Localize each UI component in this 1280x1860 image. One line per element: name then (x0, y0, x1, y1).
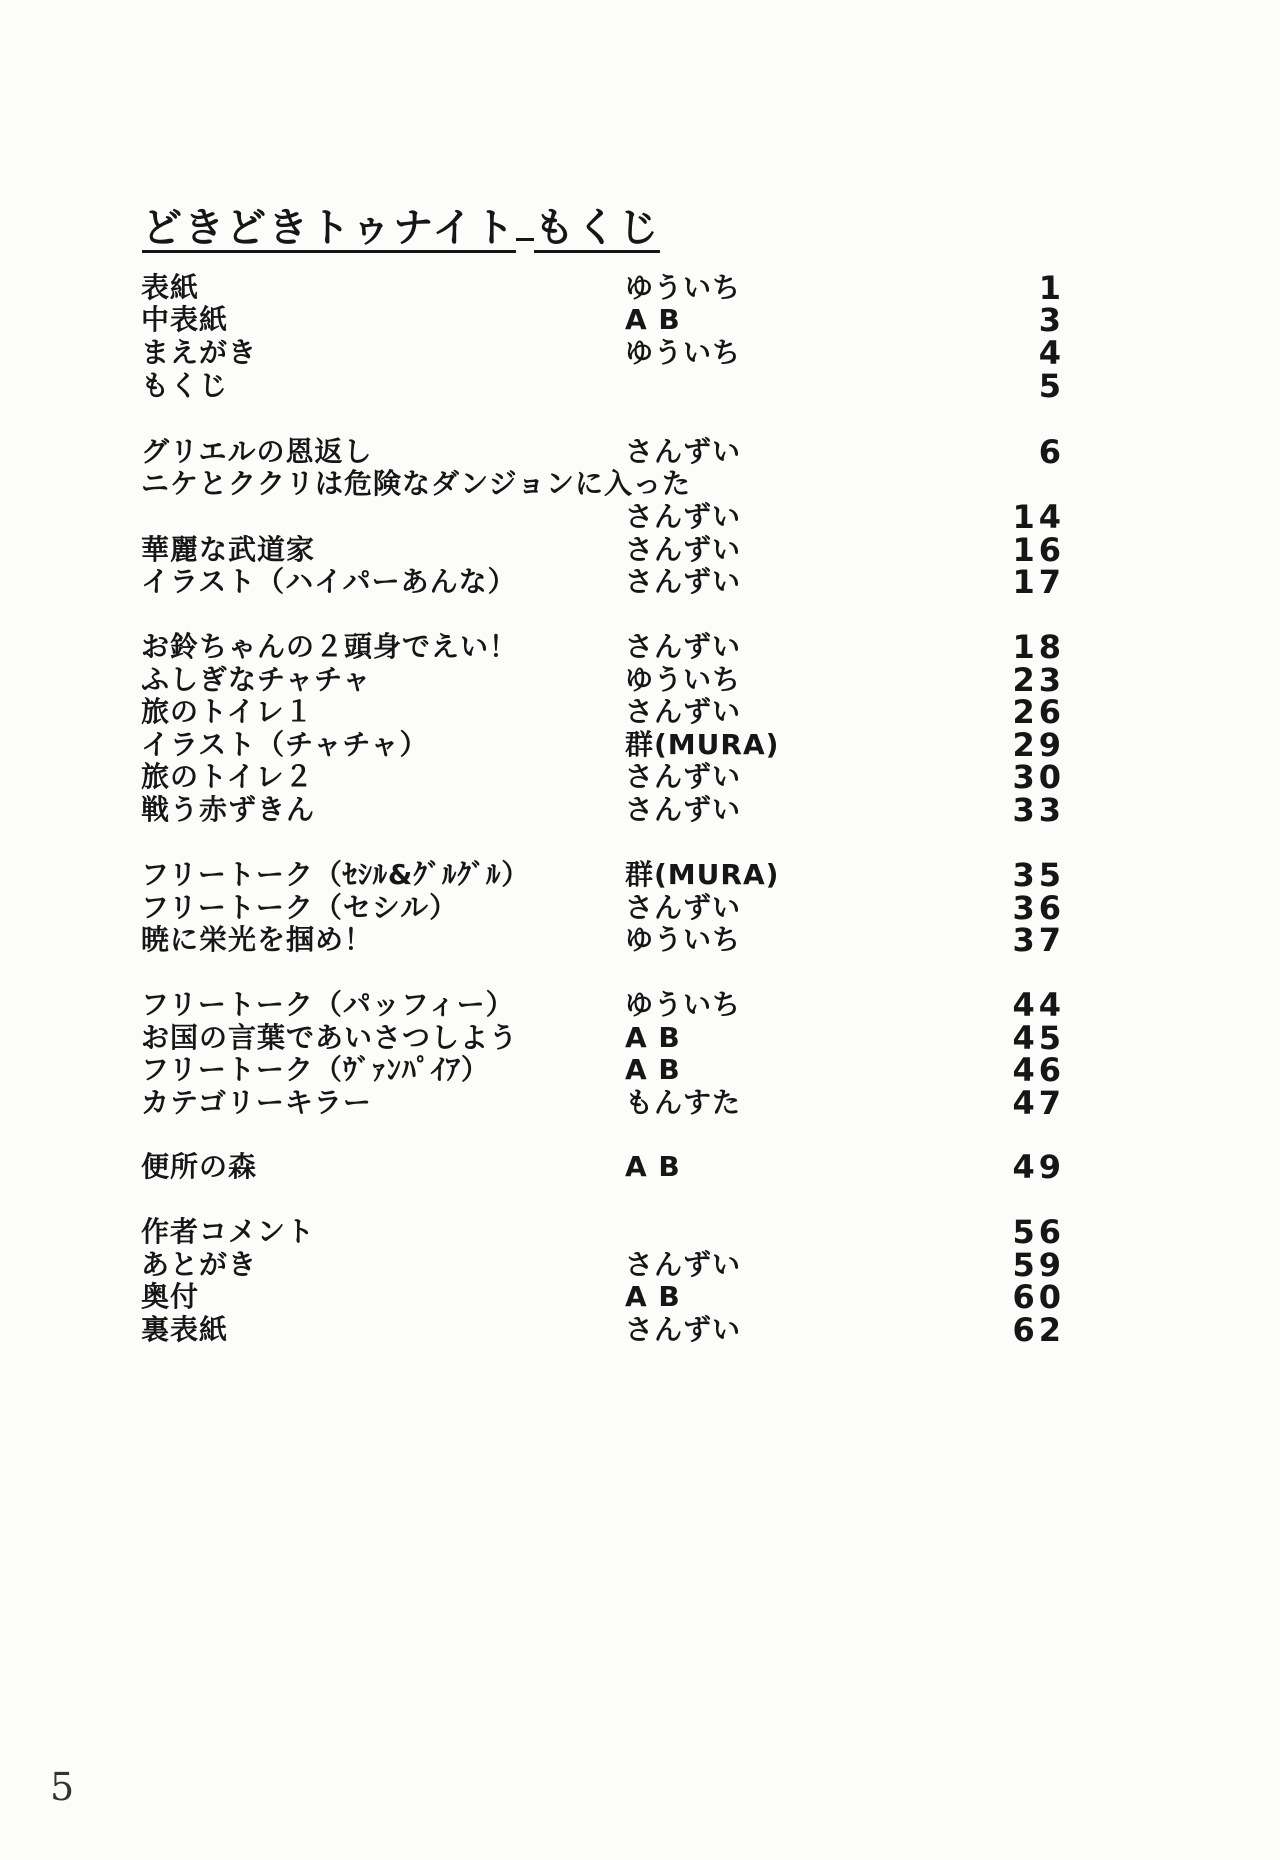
entry-title: お国の言葉であいさつしよう (141, 1021, 519, 1054)
entry-title: グリエルの恩返し (141, 435, 373, 468)
entry-page-number: 18 (1012, 628, 1065, 666)
entry-author: さんずい (625, 793, 742, 826)
entry-author: さんずい (625, 565, 742, 598)
entry-author: さんずい (625, 1313, 742, 1346)
toc-entry (0, 562, 1280, 602)
entry-author: さんずい (625, 760, 742, 793)
entry-page-number: 46 (1012, 1051, 1065, 1089)
entry-page-number: 26 (1012, 693, 1065, 731)
entry-author: さんずい (625, 695, 742, 728)
entry-page-number: 6 (1038, 433, 1065, 471)
toc-entry (0, 1310, 1280, 1350)
entry-author: さんずい (625, 630, 742, 663)
entry-author: 群(MURA) (625, 728, 780, 761)
entry-author: A B (625, 1053, 681, 1086)
entry-page-number: 47 (1012, 1084, 1065, 1122)
entry-title: もくじ (141, 369, 229, 402)
entry-page-number: 44 (1012, 986, 1065, 1024)
entry-title: イラスト（チャチャ） (141, 728, 429, 761)
entry-page-number: 4 (1038, 334, 1065, 372)
entry-author: さんずい (625, 435, 742, 468)
entry-page-number: 23 (1012, 661, 1065, 699)
entry-title: 戦う赤ずきん (141, 793, 316, 826)
entry-title: あとがき (141, 1248, 258, 1281)
entry-author: A B (625, 1021, 681, 1054)
entry-title: 裏表紙 (141, 1313, 229, 1346)
entry-page-number: 29 (1012, 726, 1065, 764)
entry-author: さんずい (625, 533, 742, 566)
entry-title: フリートーク（ｾｼﾙ&ｸﾞﾙｸﾞﾙ） (141, 858, 531, 891)
entry-title: 旅のトイレ１ (141, 695, 314, 728)
entry-title: 便所の森 (141, 1150, 258, 1183)
page-number: 5 (50, 1765, 75, 1809)
entry-page-number: 37 (1012, 921, 1065, 959)
entry-title: 華麗な武道家 (141, 533, 316, 566)
entry-title: フリートーク（ｳﾞｧﾝﾊﾟｲｱ） (141, 1053, 490, 1086)
entry-author: ゆういち (625, 988, 742, 1021)
entry-title: まえがき (141, 336, 258, 369)
entry-page-number: 45 (1012, 1019, 1065, 1057)
entry-page-number: 5 (1038, 367, 1065, 405)
toc-entry (0, 920, 1280, 960)
entry-author: ゆういち (625, 336, 742, 369)
toc-entry (0, 1083, 1280, 1123)
entry-page-number: 59 (1012, 1246, 1065, 1284)
entry-title: 暁に栄光を掴め！ (141, 923, 374, 956)
entry-title: 中表紙 (141, 303, 229, 336)
entry-author: もんすた (625, 1086, 742, 1119)
entry-page-number: 14 (1012, 498, 1065, 536)
entry-author: さんずい (625, 891, 742, 924)
entry-title: お鈴ちゃんの２頭身でえい！ (141, 630, 519, 663)
toc-entry (0, 366, 1280, 406)
entry-page-number: 35 (1012, 856, 1065, 894)
entry-title: ニケとククリは危険なダンジョンに入った (141, 467, 692, 500)
entry-author: さんずい (625, 1248, 742, 1281)
entry-page-number: 49 (1012, 1148, 1065, 1186)
entry-title: カテゴリーキラー (141, 1086, 372, 1119)
entry-page-number: 36 (1012, 889, 1065, 927)
entry-author: さんずい (625, 500, 742, 533)
entry-page-number: 30 (1012, 758, 1065, 796)
entry-page-number: 60 (1012, 1278, 1065, 1316)
entry-page-number: 56 (1012, 1213, 1065, 1251)
entry-title: 表紙 (141, 271, 200, 304)
entry-author: A B (625, 1150, 681, 1183)
entry-title: 奥付 (141, 1280, 200, 1313)
entry-page-number: 33 (1012, 791, 1065, 829)
title-main: どきどきトゥナイト (142, 205, 517, 251)
toc-entry (0, 790, 1280, 830)
entry-title: フリートーク（パッフィー） (141, 988, 515, 1021)
entry-author: 群(MURA) (625, 858, 780, 891)
entry-page-number: 62 (1012, 1311, 1065, 1349)
toc-entry (0, 1147, 1280, 1187)
entry-page-number: 16 (1012, 531, 1065, 569)
entry-author: A B (625, 1280, 681, 1313)
title-sub: もくじ (534, 205, 661, 251)
entry-author: ゆういち (625, 923, 742, 956)
entry-page-number: 1 (1038, 269, 1065, 307)
entry-title: イラスト（ハイパーあんな） (141, 565, 517, 598)
entry-author: ゆういち (625, 663, 742, 696)
entry-page-number: 17 (1012, 563, 1065, 601)
entry-title: フリートーク（セシル） (141, 891, 459, 924)
entry-author: A B (625, 303, 681, 336)
entry-title: 作者コメント (141, 1215, 316, 1248)
entry-title: 旅のトイレ２ (141, 760, 314, 793)
entry-page-number: 3 (1038, 301, 1065, 339)
entry-author: ゆういち (625, 271, 742, 304)
entry-title: ふしぎなチャチャ (141, 663, 372, 696)
